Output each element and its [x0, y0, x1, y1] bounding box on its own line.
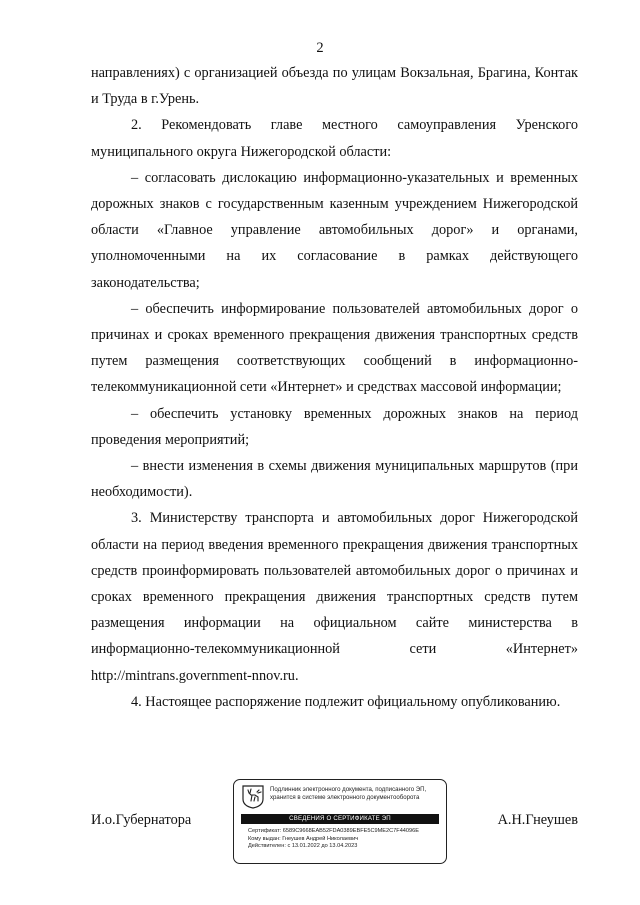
- paragraph: – согласовать дислокацию информационно-указательных и временных дорожных знаков с государственным казенным учреждением Нижегородской области «Главное управление автомобильных дорог» и органами, уполномоченными на их согласование в рамках действующего законодательства;: [91, 169, 578, 291]
- certificate-validity: Действителен: с 13.01.2022 до 13.04.2023: [248, 843, 358, 849]
- paragraph: 4. Настоящее распоряжение подлежит официальному опубликованию.: [131, 693, 561, 710]
- paragraph: – обеспечить информирование пользователей автомобильных дорог о причинах и сроках временного прекращения движения транспортных средств путем размещения соответствующих сообщений в информационно-телекоммуникационной сети «Интернет» и средствах массовой информации;: [91, 300, 578, 396]
- paragraph: направлениях) с организацией объезда по улицам Вокзальная, Брагина, Контак и Труда в г.Урень.: [91, 65, 578, 108]
- certificate-owner: Кому выдан: Гнеушев Андрей Николаевич: [248, 835, 359, 842]
- stamp-note: Подлинник электронного документа, подписанного ЭП, хранится в системе электронного документооборота: [270, 786, 427, 801]
- deer-emblem-icon: [242, 785, 264, 809]
- paragraph: – обеспечить установку временных дорожных знаков на период проведения мероприятий;: [91, 405, 578, 448]
- document-body: [91, 60, 578, 715]
- paragraph: 3. Министерству транспорта и автомобильных дорог Нижегородской области на период введения временного прекращения движения транспортных средств проинформировать пользователей автомобильных дорог о причинах и сроках временного прекращения движения транспортных средств путем размещения информации на официальном сайте министерства в информационно-телекоммуникационной сети «Интернет» http://mintrans.government-nnov.ru.: [91, 510, 578, 684]
- page-number: 2: [316, 40, 324, 56]
- certificate-details: [248, 828, 443, 851]
- paragraph: – внести изменения в схемы движения муниципальных маршрутов (при необходимости).: [91, 458, 578, 501]
- stamp-title: СВЕДЕНИЯ О СЕРТИФИКАТЕ ЭП: [241, 814, 439, 824]
- certificate-serial: Сертификат: 6589C9668EAB52FDA0389EBFE5C9ME2C7F44096E: [248, 828, 419, 834]
- electronic-signature-stamp: [233, 779, 447, 864]
- paragraph: 2. Рекомендовать главе местного самоуправления Уренского муниципального округа Нижегородской области:: [91, 117, 578, 160]
- signatory-name: А.Н.Гнеушев: [497, 812, 578, 828]
- signatory-position: И.о.Губернатора: [91, 812, 192, 828]
